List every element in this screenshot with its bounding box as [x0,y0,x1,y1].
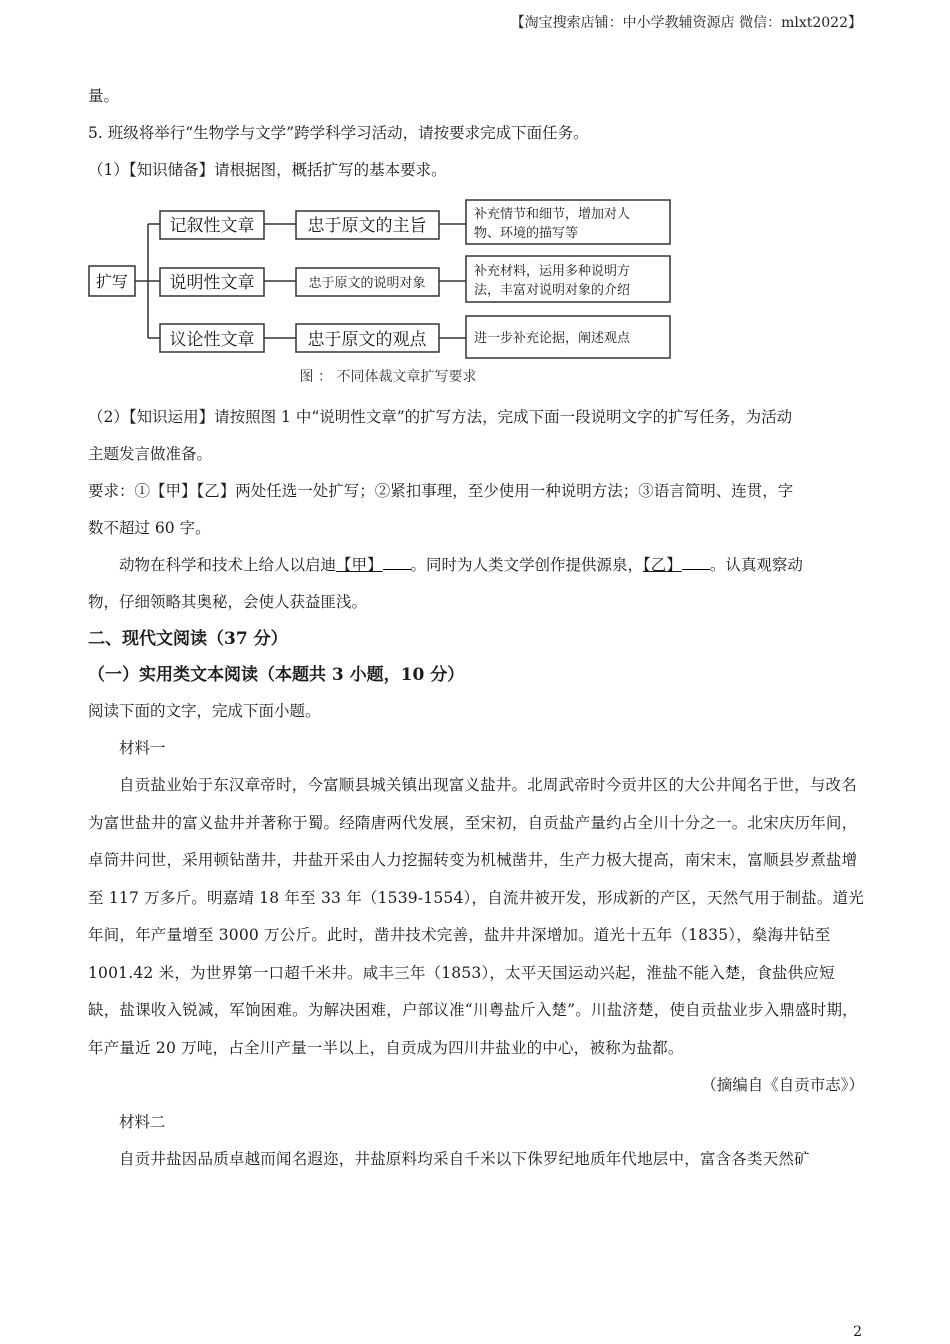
diagram-method-narrative-1: 补充情节和细节，增加对人 [474,207,631,222]
diagram-svg [88,193,688,363]
diagram-method-narrative-2: 物、环境的描写等 [474,226,579,241]
diagram-principle-expository: 忠于原文的说明对象 [308,276,426,291]
section-2-sub1: （一）实用类文本阅读（本题共 3 小题，10 分） [88,665,465,685]
diagram-method-argumentative-1: 进一步补充论据，阐述观点 [474,331,631,346]
page-header: 【淘宝搜索店铺：中小学教辅资源店 微信：mlxt2022】 [510,15,862,31]
question-5-part2-line1: （2）【知识运用】请按照图 1 中“说明性文章”的扩写方法，完成下面一段说明文字的扩写任务，为活动 [88,408,793,426]
material-1-label: 材料一 [119,739,166,757]
diagram-principle-narrative: 忠于原文的主旨 [307,216,427,236]
diagram-genre-argumentative: 议论性文章 [169,330,255,350]
requirements-line1: 要求：①【甲】【乙】两处任选一处扩写；②紧扣事理，至少使用一种说明方法；③语言简明、连贯，字 [88,482,794,500]
page-number: 2 [853,1324,862,1340]
diagram-caption: 图 ： 不同体裁文章扩写要求 [299,369,477,385]
requirements-line2: 数不超过 60 字。 [88,519,211,537]
material-2-label: 材料二 [119,1113,166,1131]
answer-blank-jia[interactable] [383,555,411,570]
question-5-title: 5. 班级将举行“生物学与文学”跨学科学习活动，请按要求完成下面任务。 [88,124,589,142]
diagram-method-expository-1: 补充材料，运用多种说明方 [474,264,631,279]
document-body [88,78,864,1179]
diagram-method-expository-2: 法，丰富对说明对象的介绍 [474,283,631,298]
passage-part-b: 。同时为人类文学创作提供源泉， [410,556,644,574]
mark-yi: 【乙】 [643,556,682,574]
diagram-genre-narrative: 记叙性文章 [169,216,255,236]
reading-instruction: 阅读下面的文字，完成下面小题。 [88,702,321,720]
question-5-part1: （1）【知识储备】请根据图，概括扩写的基本要求。 [88,161,447,179]
material-2-text: 自贡井盐因品质卓越而闻名遐迩，井盐原料均采自千米以下侏罗纪地质年代地层中，富含各类天然矿 [119,1150,810,1168]
diagram-genre-expository: 说明性文章 [169,273,255,293]
diagram-root-label: 扩写 [95,272,129,291]
mark-jia: 【甲】 [336,556,383,574]
passage-part-a: 动物在科学和技术上给人以启迪 [119,556,337,574]
text-line: 量。 [88,87,120,105]
expansion-diagram [88,193,864,363]
passage-part-c: 。认真观察动 [709,556,803,574]
section-2-title: 二、现代文阅读（37 分） [88,629,288,649]
material-1-text: 自贡盐业始于东汉章帝时，今富顺县城关镇出现富义盐井。北周武帝时今贡井区的大公井闻名于世，与改名为富世盐井的富义盐井并著称于蜀。经隋唐两代发展，至宋初，自贡盐产量约占全川十分之一。北宋庆历年间，卓筒井问世，采用顿钻凿井，井盐开采由人力挖掘转变为机械凿井，生产力极大提高，南宋末，富顺县岁煮盐增至 117 万多斤。明嘉靖 18 年至 33 年（1539-1554），自流井被开发，形成新的产区，天然气用于制盐。道光年间，年产量增至 3000 万公斤。此时，凿井技术完善，盐井井深增加。道光十五年（1835），燊海井钻至 1001.42 米，为世界第一口超千米井。咸丰三年（1853），太平天国运动兴起，淮盐不能入楚，食盐供应短缺，盐课收入锐减，军饷困难。为解决困难，户部议准“川粤盐斤入楚”。川盐济楚，使自贡盐业步入鼎盛时期，年产量近 20 万吨，占全川产量一半以上，自贡成为四川井盐业的中心，被称为盐都。 [88,776,864,1057]
material-1-source: （摘编自《自贡市志》） [701,1076,864,1094]
passage-line1 [88,547,864,584]
diagram-principle-argumentative: 忠于原文的观点 [307,330,427,350]
question-5-part2-line2: 主题发言做准备。 [88,445,213,463]
passage-line2: 物，仔细领略其奥秘，会使人获益匪浅。 [88,593,368,611]
answer-blank-yi[interactable] [682,555,710,570]
